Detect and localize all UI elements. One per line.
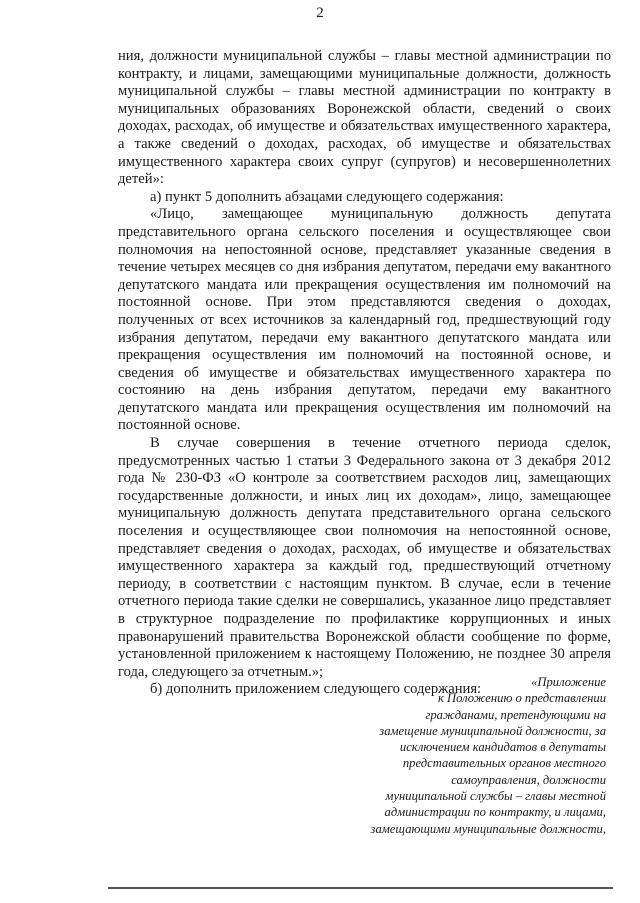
- page-number: 2: [316, 5, 324, 21]
- paragraph: В случае совершения в течение отчетного периода сделок, предусмотренных частью 1 статьи 3 Федерального закона от 3 декабря 2012 года № 230-ФЗ «О контроле за соответствием расходов лиц, замещающих государственные должности, и иных лиц их доходам», лицо, замещающее муниципальную должность депутата представительного органа сельского поселения и осуществляющее свои полномочия на непостоянной основе, представляет сведения о доходах, расходах, об имуществе и обязательствах имущественного характера за каждый год, предшествующий отчетному периоду, в соответствии с настоящим пунктом. В случае, если в течение отчетного периода такие сделки не совершались, указанное лицо представляет в структурное подразделение по профилактике коррупционных и иных правонарушений правительства Воронежской области сообщение по форме, установленной приложением к настоящему Положению, не позднее 30 апреля года, следующего за отчетным.»;: [118, 435, 611, 680]
- appendix-line: замещающими муниципальные должности,: [370, 821, 606, 836]
- appendix-line: замещение муниципальной должности, за: [379, 723, 606, 738]
- appendix-line: гражданами, претендующими на: [425, 707, 606, 722]
- appendix-line: самоуправления, должности: [451, 772, 606, 787]
- appendix-line: исключением кандидатов в депутаты: [399, 740, 606, 755]
- appendix-line: администрации по контракту, и лицами,: [384, 805, 606, 820]
- document-body: [118, 48, 611, 699]
- appendix-line: к Положению о представлении: [438, 691, 606, 706]
- page-bottom-edge: [108, 887, 613, 889]
- appendix-line: муниципальной службы – главы местной: [385, 789, 606, 804]
- paragraph: ния, должности муниципальной службы – главы местной администрации по контракту, и лицами, замещающими муниципальные должности, должность муниципальной службы – главы местной администрации по контракту в муниципальных образованиях Воронежской области, сведений о своих доходах, расходах, об имуществе и обязательствах имущественного характера, а также сведений о доходах, расходах, об имуществе и обязательствах имущественного характера своих супруг (супругов) и несовершеннолетних детей»:: [118, 48, 611, 188]
- appendix-line: «Приложение: [531, 675, 606, 689]
- appendix-header: [356, 674, 606, 837]
- paragraph: а) пункт 5 дополнить абзацами следующего содержания:: [150, 188, 504, 205]
- paragraph: б) дополнить приложением следующего содержания:: [150, 681, 482, 698]
- paragraph: «Лицо, замещающее муниципальную должность депутата представительного органа сельского поселения и осуществляющее свои полномочия на непостоянной основе, представляет указанные сведения в течение четырех месяцев со дня избрания депутатом, передачи ему вакантного депутатского мандата или прекращения осуществления им полномочий на постоянной основе. При этом представляются сведения о доходах, полученных от всех источников за календарный год, предшествующий году избрания депутатом, передачи ему вакантного депутатского мандата или прекращения осуществления им полномочий на постоянной основе, и сведения об имуществе и обязательствах имущественного характера по состоянию на день избрания депутатом, передачи ему вакантного депутатского мандата или прекращения осуществления им полномочий на постоянной основе.: [118, 206, 611, 434]
- appendix-line: представительных органов местного: [402, 756, 606, 771]
